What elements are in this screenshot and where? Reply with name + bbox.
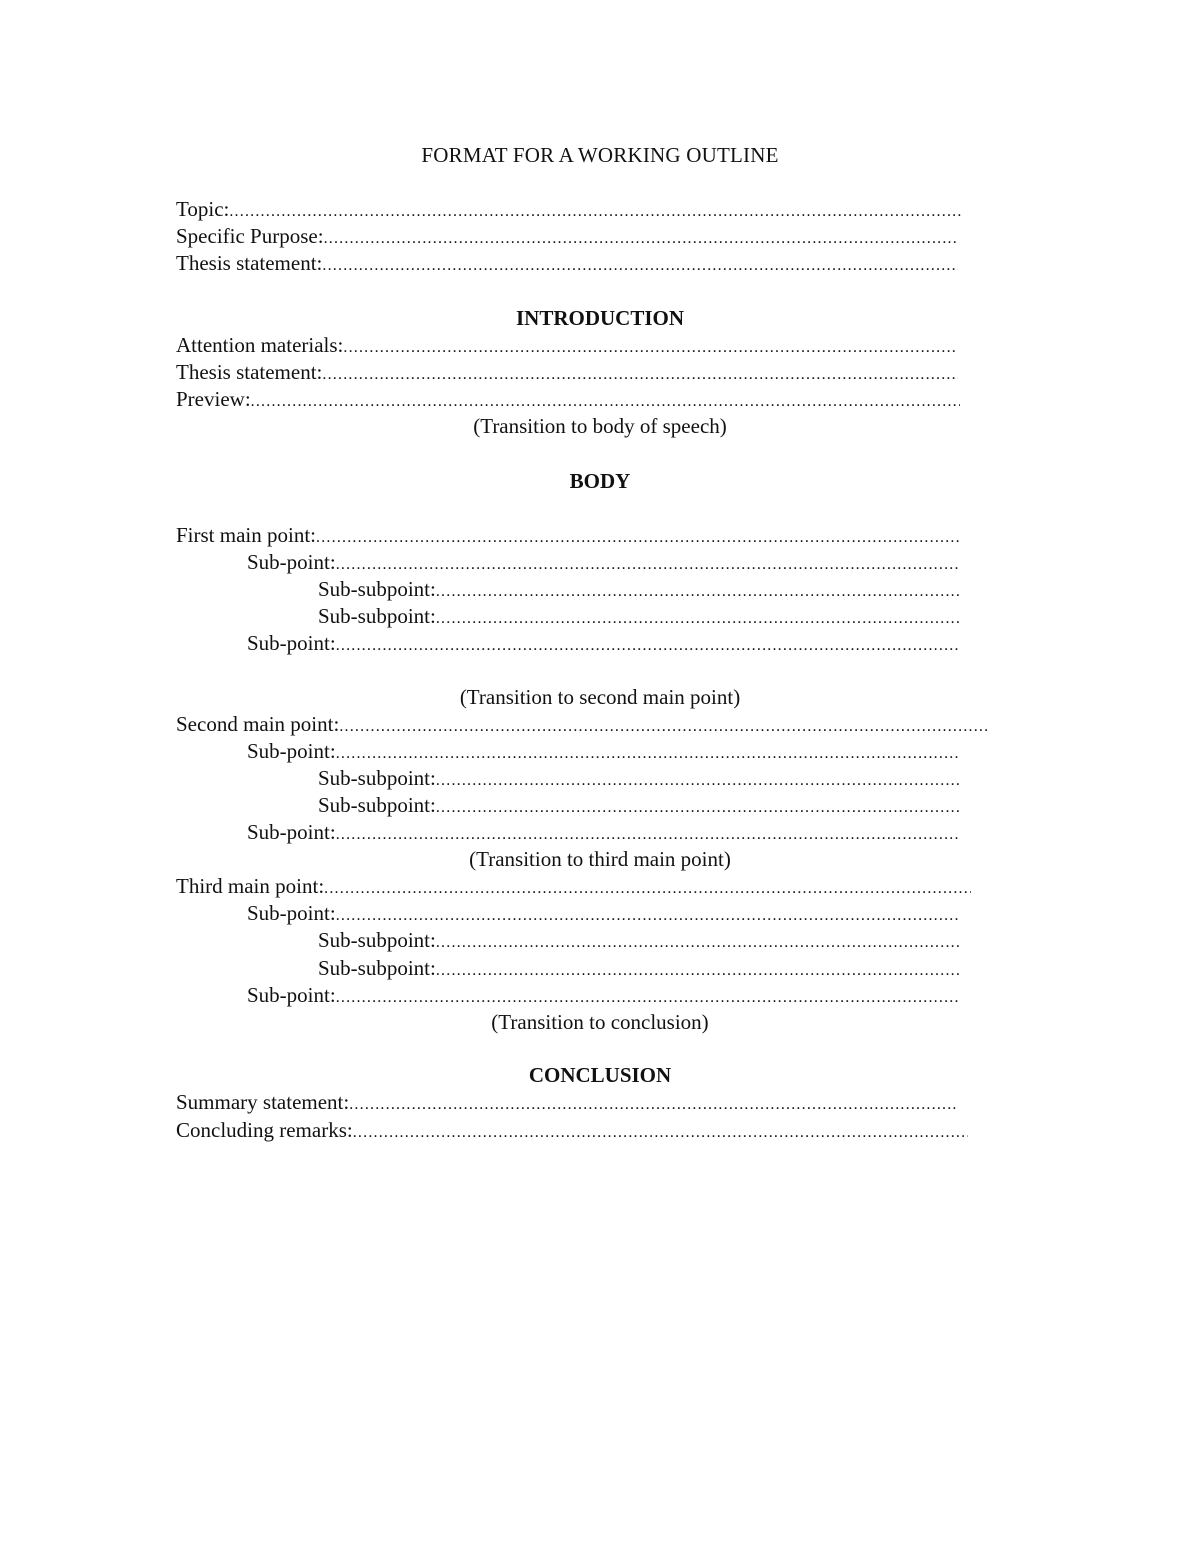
first-sub-subpoint-1-field [318, 576, 961, 605]
dotted-leader [336, 632, 958, 659]
dotted-leader [353, 1119, 968, 1146]
sub-subpoint-label: Sub-subpoint: [318, 577, 436, 601]
dotted-leader [322, 361, 958, 388]
sub-subpoint-label: Sub-subpoint: [318, 604, 436, 628]
dotted-leader [436, 578, 961, 605]
dotted-leader [316, 524, 962, 551]
intro-thesis-statement-label: Thesis statement: [176, 360, 323, 384]
sub-subpoint-label: Sub-subpoint: [318, 928, 436, 952]
dotted-leader [336, 551, 958, 578]
first-sub-point-1-field [247, 549, 958, 578]
third-sub-point-1-field [247, 900, 958, 929]
page-title: FORMAT FOR A WORKING OUTLINE [421, 143, 779, 167]
transition-to-second-main-point: (Transition to second main point) [459, 685, 741, 709]
thesis-statement-field [176, 250, 958, 279]
introduction-heading: INTRODUCTION [515, 306, 685, 330]
dotted-leader [324, 225, 958, 252]
attention-materials-label: Attention materials: [176, 333, 344, 357]
sub-point-label: Sub-point: [247, 631, 336, 655]
first-sub-subpoint-2-field [318, 603, 961, 632]
attention-materials-field [176, 332, 958, 361]
transition-to-conclusion: (Transition to conclusion) [491, 1010, 709, 1034]
second-main-point-field [176, 711, 987, 740]
second-sub-point-1-field [247, 738, 958, 767]
third-main-point-label: Third main point: [176, 874, 325, 898]
sub-point-label: Sub-point: [247, 739, 336, 763]
third-sub-point-2-field [247, 982, 958, 1011]
preview-field [176, 386, 960, 415]
second-sub-point-2-field [247, 819, 958, 848]
sub-point-label: Sub-point: [247, 983, 336, 1007]
sub-subpoint-label: Sub-subpoint: [318, 793, 436, 817]
dotted-leader [436, 605, 961, 632]
summary-statement-label: Summary statement: [176, 1090, 350, 1114]
second-main-point-label: Second main point: [176, 712, 340, 736]
conclusion-heading: CONCLUSION [528, 1063, 672, 1087]
transition-to-third-main-point: (Transition to third main point) [469, 847, 731, 871]
dotted-leader [336, 984, 958, 1011]
third-sub-subpoint-2-field [318, 955, 961, 984]
dotted-leader [324, 875, 971, 902]
dotted-leader [336, 902, 958, 929]
dotted-leader [436, 767, 961, 794]
preview-label: Preview: [176, 387, 251, 411]
dotted-leader [336, 740, 958, 767]
sub-point-label: Sub-point: [247, 820, 336, 844]
body-heading: BODY [569, 469, 631, 493]
second-sub-subpoint-1-field [318, 765, 961, 794]
specific-purpose-label: Specific Purpose: [176, 224, 324, 248]
first-main-point-field [176, 522, 962, 551]
dotted-leader [349, 1091, 958, 1118]
sub-point-label: Sub-point: [247, 901, 336, 925]
dotted-leader [436, 957, 961, 984]
third-sub-subpoint-1-field [318, 927, 961, 956]
specific-purpose-field [176, 223, 958, 252]
dotted-leader [229, 198, 962, 225]
sub-subpoint-label: Sub-subpoint: [318, 956, 436, 980]
dotted-leader [251, 388, 960, 415]
transition-to-body: (Transition to body of speech) [473, 414, 727, 438]
sub-subpoint-label: Sub-subpoint: [318, 766, 436, 790]
dotted-leader [322, 252, 958, 279]
second-sub-subpoint-2-field [318, 792, 961, 821]
concluding-remarks-field [176, 1117, 968, 1146]
first-sub-point-2-field [247, 630, 958, 659]
thesis-statement-label: Thesis statement: [176, 251, 323, 275]
topic-label: Topic: [176, 197, 230, 221]
dotted-leader [436, 794, 961, 821]
third-main-point-field [176, 873, 971, 902]
dotted-leader [339, 713, 987, 740]
concluding-remarks-label: Concluding remarks: [176, 1118, 353, 1142]
dotted-leader [336, 821, 958, 848]
first-main-point-label: First main point: [176, 523, 317, 547]
intro-thesis-statement-field [176, 359, 958, 388]
dotted-leader [343, 334, 958, 361]
sub-point-label: Sub-point: [247, 550, 336, 574]
dotted-leader [436, 929, 961, 956]
topic-field [176, 196, 962, 225]
summary-statement-field [176, 1089, 958, 1118]
